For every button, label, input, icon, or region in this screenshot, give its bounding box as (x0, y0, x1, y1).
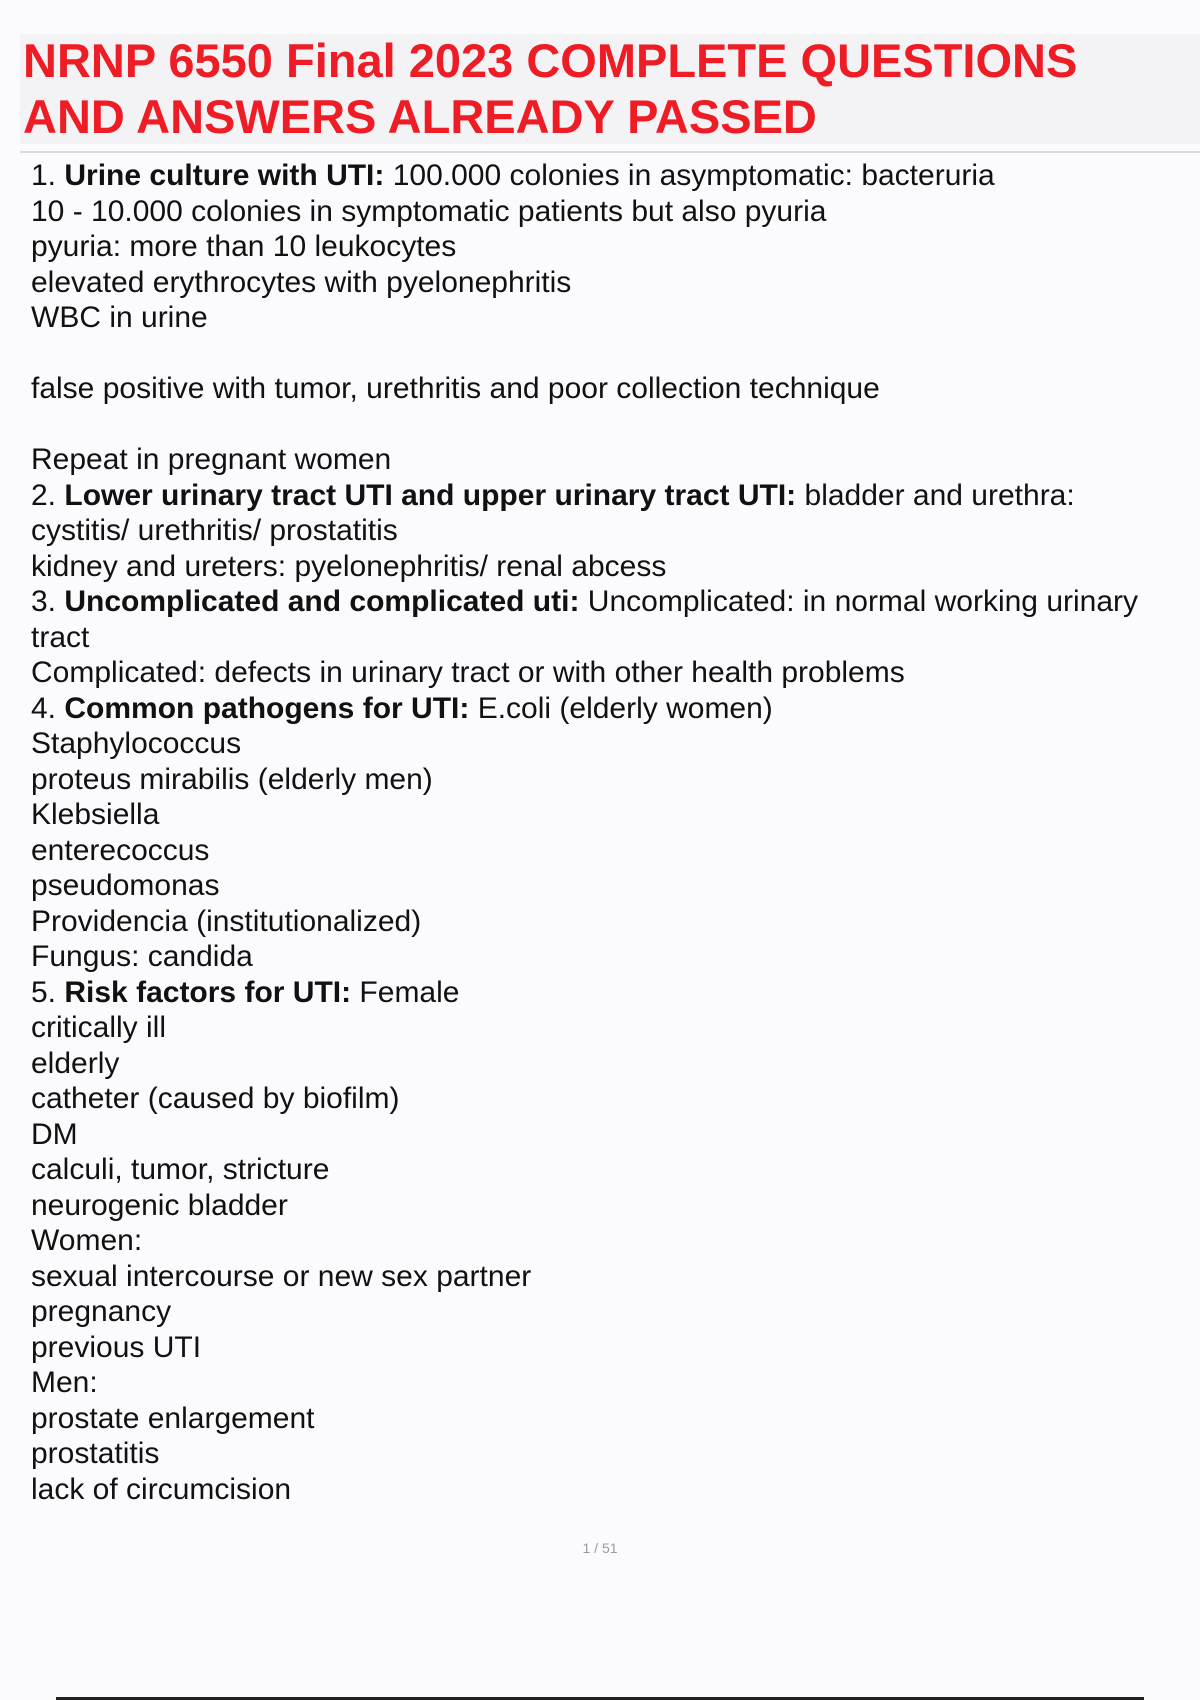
qa-item-5-heading (31, 975, 1200, 1011)
title-line-1: NRNP 6550 Final 2023 COMPLETE QUESTIONS (23, 34, 1078, 87)
item-number: 1. (31, 159, 57, 192)
page-number: 1 / 51 (582, 1540, 618, 1556)
blank-line (31, 336, 1200, 372)
answer-text: E.coli (elderly women) (469, 691, 773, 725)
answer-line: Repeat in pregnant women (31, 443, 392, 476)
blank-line (31, 407, 1200, 443)
answer-line: Klebsiella (31, 798, 160, 831)
answer-line: elderly (31, 1046, 120, 1080)
answer-line: previous UTI (31, 1330, 202, 1364)
question-term: Lower urinary tract UTI and upper urinary tract UTI: (64, 478, 797, 512)
item-number: 3. (31, 585, 57, 618)
answer-line: pseudomonas (31, 869, 220, 902)
answer-line: kidney and ureters: pyelonephritis/ renal abcess (31, 549, 667, 583)
answer-line: elevated erythrocytes with pyelonephritis (31, 265, 572, 299)
item-number: 4. (31, 691, 57, 725)
answer-line: Men: (31, 1366, 98, 1399)
answer-line: Staphylococcus (31, 727, 242, 760)
answer-line: calculi, tumor, stricture (31, 1153, 330, 1186)
answer-line: lack of circumcision (31, 1472, 292, 1506)
question-term: Urine culture with UTI: (64, 159, 385, 192)
answer-line: Fungus: candida (31, 940, 253, 973)
answer-line: pregnancy (31, 1295, 172, 1328)
answer-text: bladder and urethra: (796, 478, 1075, 512)
item-number: 2. (31, 478, 57, 512)
answer-line: proteus mirabilis (elderly men) (31, 762, 433, 796)
answer-line: 10 - 10.000 colonies in symptomatic patients but also pyuria (31, 194, 827, 228)
answer-line: Women: (31, 1224, 143, 1257)
document-title (23, 33, 1183, 145)
question-term: Risk factors for UTI: (64, 975, 352, 1009)
answer-line: Providencia (institutionalized) (31, 904, 422, 938)
answer-line: pyuria: more than 10 leukocytes (31, 230, 457, 263)
title-line-2: AND ANSWERS ALREADY PASSED (23, 90, 817, 143)
answer-line: critically ill (31, 1011, 166, 1044)
answer-line: cystitis/ urethritis/ prostatitis (31, 514, 398, 547)
answer-line: false positive with tumor, urethritis and poor collection technique (31, 372, 880, 405)
answer-line: enterecoccus (31, 833, 210, 867)
qa-item-2-heading (31, 478, 1200, 514)
answer-text: Uncomplicated: in normal working urinary (579, 585, 1139, 618)
item-number: 5. (31, 975, 57, 1009)
answer-line: neurogenic bladder (31, 1188, 288, 1222)
answer-line: catheter (caused by biofilm) (31, 1082, 400, 1115)
answer-text: 100.000 colonies in asymptomatic: bacteruria (384, 159, 995, 192)
title-divider (20, 151, 1200, 153)
answer-line: Complicated: defects in urinary tract or with other health problems (31, 656, 905, 689)
answer-line: prostatitis (31, 1437, 160, 1470)
answer-line: DM (31, 1117, 78, 1151)
answer-line: tract (31, 620, 90, 654)
question-term: Common pathogens for UTI: (64, 691, 470, 725)
answer-line: sexual intercourse or new sex partner (31, 1259, 532, 1293)
qa-content (31, 158, 1200, 1507)
qa-item-3-heading (31, 584, 1200, 620)
answer-text: Female (351, 975, 460, 1009)
answer-line: WBC in urine (31, 301, 208, 334)
question-term: Uncomplicated and complicated uti: (64, 585, 580, 618)
qa-item-1-heading (31, 158, 1200, 194)
qa-item-4-heading (31, 691, 1200, 727)
answer-line: prostate enlargement (31, 1401, 315, 1435)
